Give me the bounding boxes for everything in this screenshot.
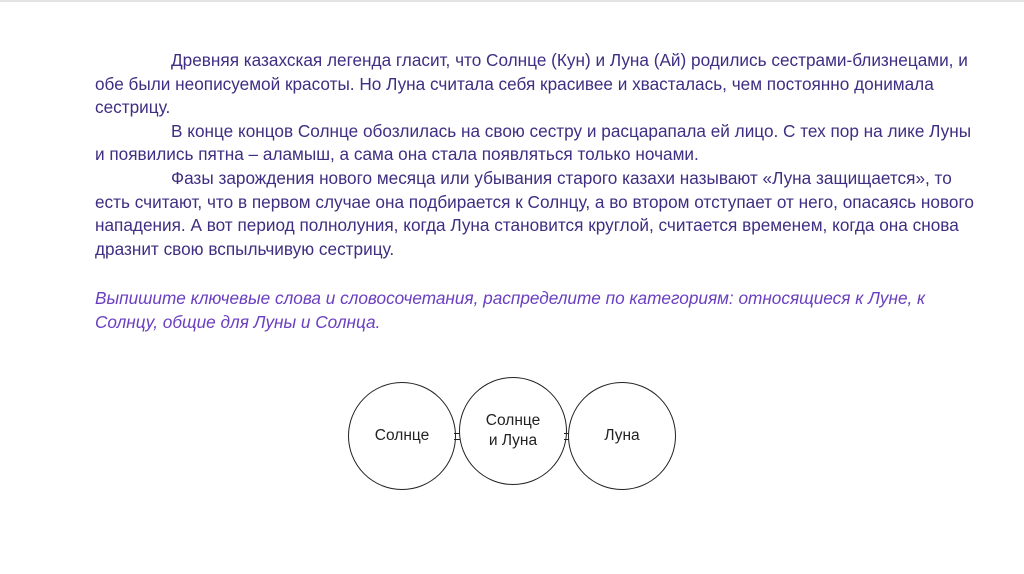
legend-text-block	[95, 49, 975, 261]
task-instruction: Выпишите ключевые слова и словосочетания, распределите по категориям: относящиеся к Луне, к Солнцу, общие для Луны и Солнца.	[95, 288, 926, 332]
circle-sun	[348, 382, 456, 490]
legend-paragraph-1: Древняя казахская легенда гласит, что Солнце (Кун) и Луна (Ай) родились сестрами-близнецами, и обе были неописуемой красоты. Но Луна считала себя красивее и хвасталась, чем постоянно донимала сестрицу.	[95, 50, 968, 118]
legend-paragraph-2: В конце концов Солнце обозлилась на свою сестру и расцарапала ей лицо. С тех пор на лике Луны и появились пятна – аламыш, а сама она стала появляться только ночами.	[95, 120, 972, 165]
task-instruction-block	[95, 286, 985, 334]
legend-paragraph-3: Фазы зарождения нового месяца или убывания старого казахи называют «Луна защищается», то есть считают, что в первом случае она подбирается к Солнцу, а во втором отступает от него, опасаясь нового нападения. А вот период полнолуния, когда Луна становится круглой, считается временем, когда она снова дразнит свою вспыльчивую сестрицу.	[95, 167, 974, 259]
circle-moon-label: Луна	[604, 427, 640, 444]
circle-sun-and-moon-label: Солнце и Луна	[485, 412, 541, 449]
category-diagram	[340, 372, 680, 492]
circle-moon	[568, 382, 676, 490]
circle-sun-label: Солнце	[374, 427, 430, 444]
circle-sun-and-moon	[459, 377, 567, 485]
top-divider	[0, 0, 1024, 2]
